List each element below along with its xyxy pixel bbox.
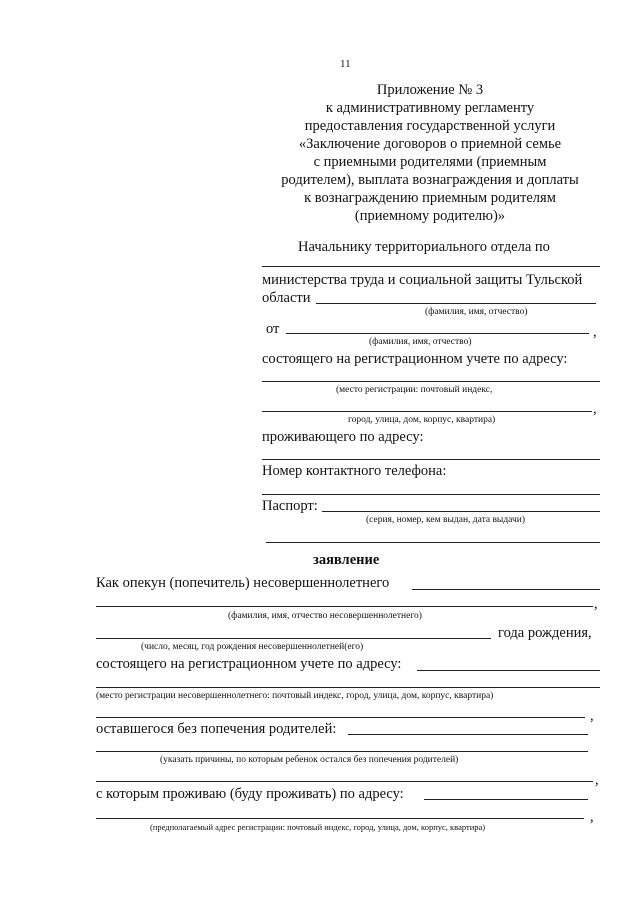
no-care-blank-line-2[interactable] <box>96 751 588 752</box>
appendix-line-5: с приемными родителями (приемным <box>313 154 547 170</box>
applicant-fio-blank-line[interactable] <box>286 333 589 334</box>
minor-registration-blank-line-1[interactable] <box>417 670 600 671</box>
appendix-line-1: Приложение № 3 <box>376 82 484 98</box>
passport-blank-line-2[interactable] <box>266 542 600 543</box>
registration-blank-line-1[interactable] <box>262 381 600 382</box>
birth-date-blank-line[interactable] <box>96 638 491 639</box>
living-blank-line[interactable] <box>262 459 600 460</box>
comma: , <box>594 596 598 612</box>
no-care-blank-line-3[interactable] <box>96 781 593 782</box>
no-care-label: оставшегося без попечения родителей: <box>96 721 337 737</box>
live-with-blank-line-2[interactable] <box>96 818 584 819</box>
comma: , <box>590 708 594 724</box>
appendix-line-8: (приемному родителю)» <box>354 208 506 224</box>
comma: , <box>593 324 597 340</box>
birth-date-hint: (число, месяц, год рождения несовершеннолетней(его) <box>141 642 364 652</box>
live-with-blank-line-1[interactable] <box>424 799 588 800</box>
appendix-line-6: родителем), выплата вознаграждения и доплаты <box>281 172 579 188</box>
addressee-line-1: Начальнику территориального отдела по <box>298 239 550 255</box>
minor-fio-blank-line-2[interactable] <box>96 606 593 607</box>
appendix-line-3: предоставления государственной услуги <box>304 118 556 134</box>
department-blank-line[interactable] <box>262 266 600 267</box>
registration-hint-1: (место регистрации: почтовый индекс, <box>336 385 493 395</box>
head-fio-hint: (фамилия, имя, отчество) <box>425 307 528 317</box>
passport-blank-line[interactable] <box>322 511 600 512</box>
appendix-line-2: к административному регламенту <box>325 100 535 116</box>
oblast-label: области <box>262 290 311 306</box>
passport-label: Паспорт: <box>262 498 318 514</box>
appendix-line-7: к вознаграждению приемным родителям <box>304 190 556 206</box>
minor-registration-hint: (место регистрации несовершеннолетнего: почтовый индекс, город, улица, дом, корпус, квартира) <box>96 691 494 701</box>
guardian-label: Как опекун (попечитель) несовершеннолетнего <box>96 575 390 591</box>
registered-label: состоящего на регистрационном учете по адресу: <box>262 351 568 367</box>
passport-hint: (серия, номер, кем выдан, дата выдачи) <box>366 515 526 525</box>
page-number: 11 <box>340 58 351 70</box>
from-label: от <box>266 321 280 337</box>
head-fio-blank-line[interactable] <box>316 303 596 304</box>
minor-fio-blank-line-1[interactable] <box>412 589 600 590</box>
registration-blank-line-2[interactable] <box>262 411 592 412</box>
live-with-label: с которым проживаю (буду проживать) по адресу: <box>96 786 404 802</box>
applicant-fio-hint: (фамилия, имя, отчество) <box>369 337 472 347</box>
minor-fio-hint: (фамилия, имя, отчество несовершеннолетнего) <box>228 611 422 621</box>
appendix-line-4: «Заключение договоров о приемной семье <box>298 136 562 152</box>
comma: , <box>593 401 597 417</box>
minor-registration-blank-line-2[interactable] <box>96 687 600 688</box>
birth-year-label: года рождения, <box>498 625 592 641</box>
living-label: проживающего по адресу: <box>262 429 424 445</box>
statement-title: заявление <box>313 552 380 568</box>
reason-hint: (указать причины, по которым ребенок остался без попечения родителей) <box>160 755 459 765</box>
minor-registered-label: состоящего на регистрационном учете по адресу: <box>96 656 402 672</box>
minor-registration-blank-line-3[interactable] <box>96 717 585 718</box>
addressee-line-2: министерства труда и социальной защиты Тульской <box>262 272 583 288</box>
registration-hint-2: город, улица, дом, корпус, квартира) <box>348 415 496 425</box>
comma: , <box>590 809 594 825</box>
comma: , <box>595 772 599 788</box>
planned-address-hint: (предполагаемый адрес регистрации: почтовый индекс, город, улица, дом, корпус, квартира) <box>150 822 486 832</box>
phone-blank-line[interactable] <box>262 494 600 495</box>
no-care-blank-line-1[interactable] <box>348 734 588 735</box>
phone-label: Номер контактного телефона: <box>262 463 447 479</box>
